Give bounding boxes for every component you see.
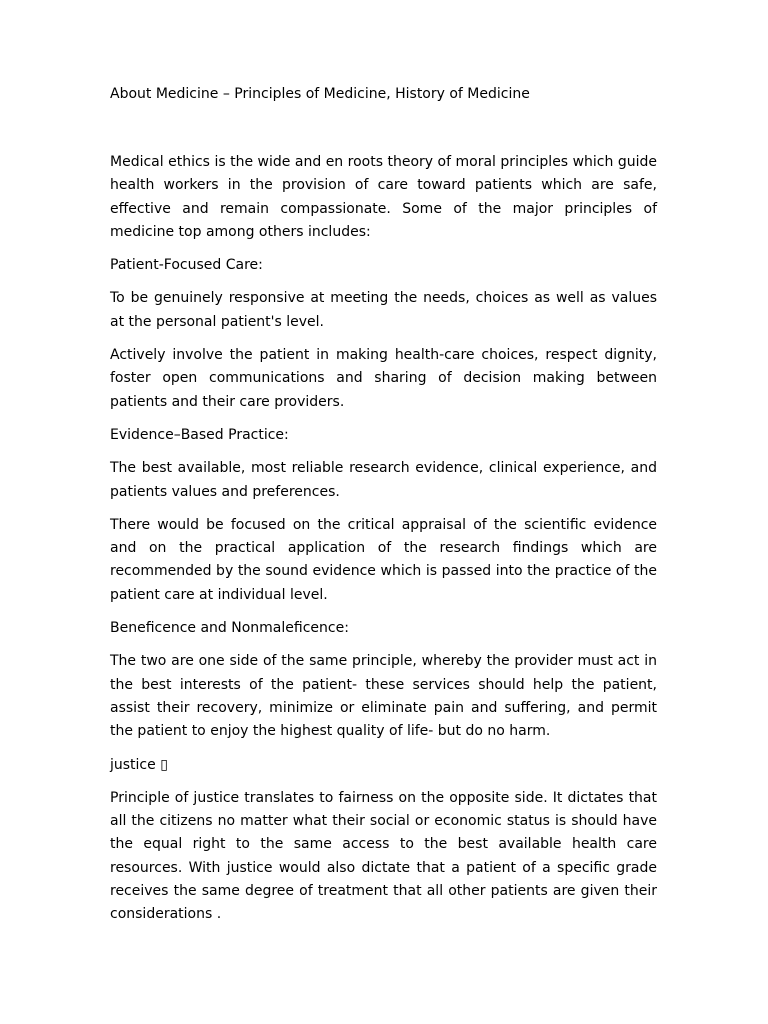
- heading-beneficence-nonmaleficence: Beneficence and Nonmaleficence:: [110, 620, 349, 637]
- heading-justice: justice ▯: [110, 756, 168, 773]
- evidence-based-paragraph-2: There would be focused on the critical appraisal of the scientific evidence and on the practical application of the research findings which are recommended by the sound evidence which is passed into the practice of the patient care at individual level.: [110, 516, 657, 603]
- document-title: About Medicine – Principles of Medicine, History of Medicine: [110, 86, 530, 102]
- document-body: [110, 151, 657, 927]
- intro-paragraph: Medical ethics is the wide and en roots theory of moral principles which guide health workers in the provision of care toward patients which are safe, effective and remain compassionate. Some of the major principles of medicine top among others includes:: [110, 154, 657, 240]
- beneficence-paragraph: The two are one side of the same principle, whereby the provider must act in the best interests of the patient- these services should help the patient, assist their recovery, minimize or eliminate pain and suffering, and permit the patient to enjoy the highest quality of life- but do no harm.: [110, 653, 657, 740]
- heading-evidence-based-practice: Evidence–Based Practice:: [110, 426, 289, 443]
- patient-focused-paragraph-2: Actively involve the patient in making health-care choices, respect dignity, foster open communications and sharing of decision making between patients and their care providers.: [110, 347, 657, 410]
- document-content: [110, 84, 657, 937]
- heading-patient-focused-care: Patient-Focused Care:: [110, 257, 263, 274]
- patient-focused-paragraph-1: To be genuinely responsive at meeting the needs, choices as well as values at the personal patient's level.: [110, 290, 657, 330]
- evidence-based-paragraph-1: The best available, most reliable research evidence, clinical experience, and patients values and preferences.: [110, 460, 657, 500]
- justice-paragraph: Principle of justice translates to fairness on the opposite side. It dictates that all the citizens no matter what their social or economic status is should have the equal right to the same access to the best available health care resources. With justice would also dictate that a patient of a specific grade receives the same degree of treatment that all other patients are given their considerations .: [110, 789, 657, 923]
